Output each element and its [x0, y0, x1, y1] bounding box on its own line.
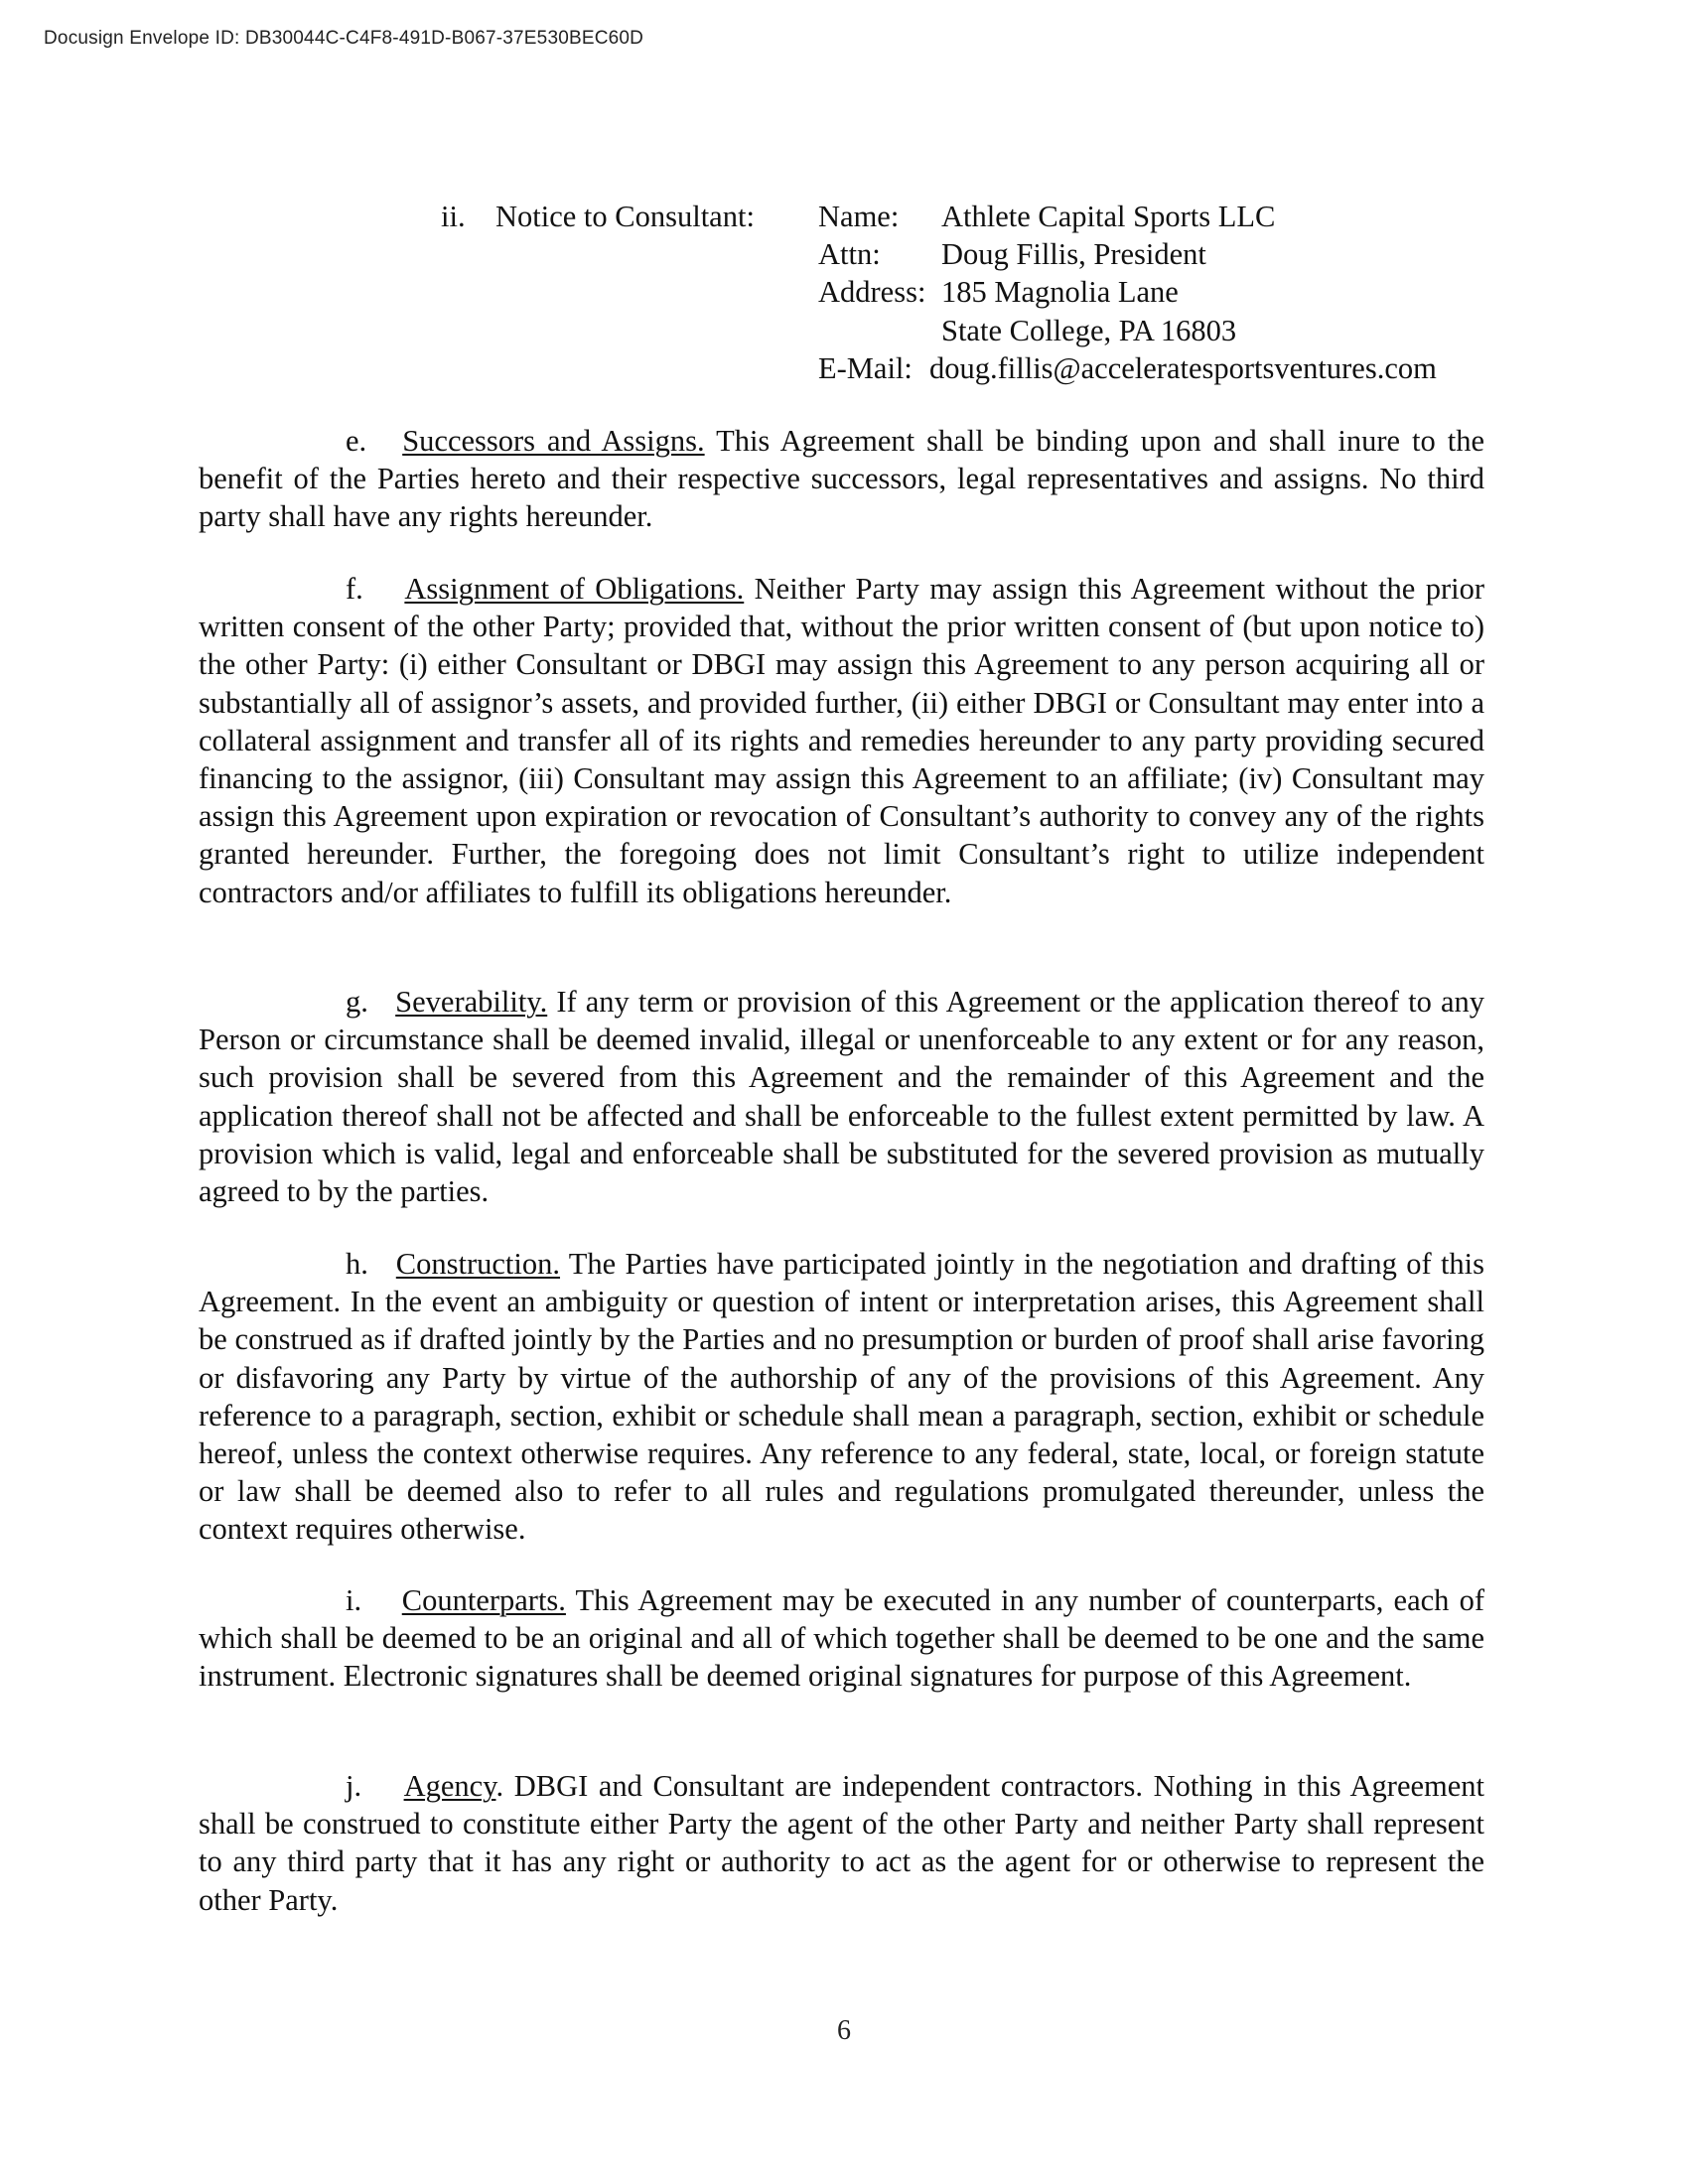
notice-value-email: doug.fillis@acceleratesportsventures.com [929, 350, 1437, 385]
section-e-heading: Successors and Assigns. [402, 424, 705, 458]
section-f-letter: f. [346, 572, 363, 606]
notice-row-attn [0, 235, 1688, 273]
notice-label-email: E-Mail: [818, 350, 913, 385]
section-i-heading: Counterparts. [401, 1583, 566, 1617]
section-j-heading-period: . [495, 1769, 504, 1803]
section-h-body: The Parties have participated jointly in the negotiation and drafting of this Agreement. In the event an ambiguity or question of intent or interpretation arises, this Agreement shall be construed as if drafted jointly by the Parties and no presumption or burden of proof shall arise favoring or disfavoring any Party by virtue of the authorship of any of the provisions of this Agreement. Any reference to a paragraph, section, exhibit or schedule shall mean a paragraph, section, exhibit or schedule hereof, unless the context otherwise requires. Any reference to any federal, state, local, or foreign statute or law shall be deemed also to refer to all rules and regulations promulgated thereunder, unless the context requires otherwise. [199, 1247, 1485, 1547]
page-number: 6 [837, 2015, 851, 2046]
section-f-heading: Assignment of Obligations. [404, 572, 745, 606]
section-f-body: Neither Party may assign this Agreement without the prior written consent of the other Party; provided that, without the prior written consent of (but upon notice to) the other Party: (i) either Consultant or DBGI may assign this Agreement to any person acquiring all or substantially all of assignor’s assets, and provided further, (ii) either DBGI or Consultant may enter into a collateral assignment and transfer all of its rights and remedies hereunder to any party providing secured financing to the assignor, (iii) Consultant may assign this Agreement to an affiliate; (iv) Consultant may assign this Agreement upon expiration or revocation of Consultant’s authority to convey any of the rights granted hereunder. Further, the foregoing does not limit Consultant’s right to utilize independent contractors and/or affiliates to fulfill its obligations hereunder. [199, 572, 1485, 909]
notice-label-address: Address: [818, 275, 926, 310]
notice-value-address-line2: State College, PA 16803 [941, 313, 1237, 347]
section-j-heading: Agency [403, 1769, 496, 1803]
notice-value-attn: Doug Fillis, President [941, 237, 1206, 272]
section-h-letter: h. [346, 1247, 368, 1281]
notice-value-address-line1: 185 Magnolia Lane [941, 275, 1179, 310]
notice-row-email [0, 349, 1688, 387]
section-f-assignment-of-obligations [199, 570, 1484, 911]
section-e-successors-and-assigns [199, 422, 1484, 536]
section-j-letter: j. [346, 1769, 362, 1803]
notice-row-name [0, 198, 1688, 235]
section-j-agency [199, 1767, 1484, 1919]
notice-label-name: Name: [818, 200, 900, 233]
section-j-body: DBGI and Consultant are independent contractors. Nothing in this Agreement shall be construed to constitute either Party the agent of the other Party and neither Party shall represent to any third party that it has any right or authority to act as the agent for or otherwise to represent the other Party. [199, 1769, 1485, 1917]
section-i-letter: i. [346, 1583, 362, 1617]
section-e-letter: e. [346, 424, 367, 458]
section-i-counterparts [199, 1581, 1484, 1696]
notice-to-consultant-block [0, 198, 1688, 387]
envelope-id-header: Docusign Envelope ID: DB30044C-C4F8-491D-B067-37E530BEC60D [44, 28, 644, 49]
section-g-severability [199, 983, 1484, 1210]
notice-title: Notice to Consultant: [495, 200, 755, 233]
section-i-body: This Agreement may be executed in any number of counterparts, each of which shall be deemed to be an original and all of which together shall be deemed to be one and the same instrument. Electronic signatures shall be deemed original signatures for purpose of this Agreement. [199, 1583, 1484, 1694]
section-g-heading: Severability. [395, 985, 548, 1019]
section-g-letter: g. [346, 985, 368, 1019]
section-g-body: If any term or provision of this Agreement or the application thereof to any Person or circumstance shall be deemed invalid, illegal or unenforceable to any extent or for any reason, such provision shall be severed from this Agreement and the remainder of this Agreement and the application thereof shall not be affected and shall be enforceable to the fullest extent permitted by law. A provision which is valid, legal and enforceable shall be substituted for the severed provision as mutually agreed to by the parties. [199, 985, 1485, 1209]
notice-row-address-2 [0, 312, 1688, 349]
notice-value-name: Athlete Capital Sports LLC [941, 200, 1276, 233]
section-h-heading: Construction. [395, 1247, 561, 1281]
notice-row-address [0, 273, 1688, 311]
section-e-body: This Agreement shall be binding upon and shall inure to the benefit of the Parties hereto and their respective successors, legal representatives and assigns. No third party shall have any rights hereunder. [199, 424, 1485, 534]
section-h-construction [199, 1245, 1484, 1549]
notice-label-attn: Attn: [818, 237, 881, 272]
notice-number: ii. [441, 200, 466, 233]
